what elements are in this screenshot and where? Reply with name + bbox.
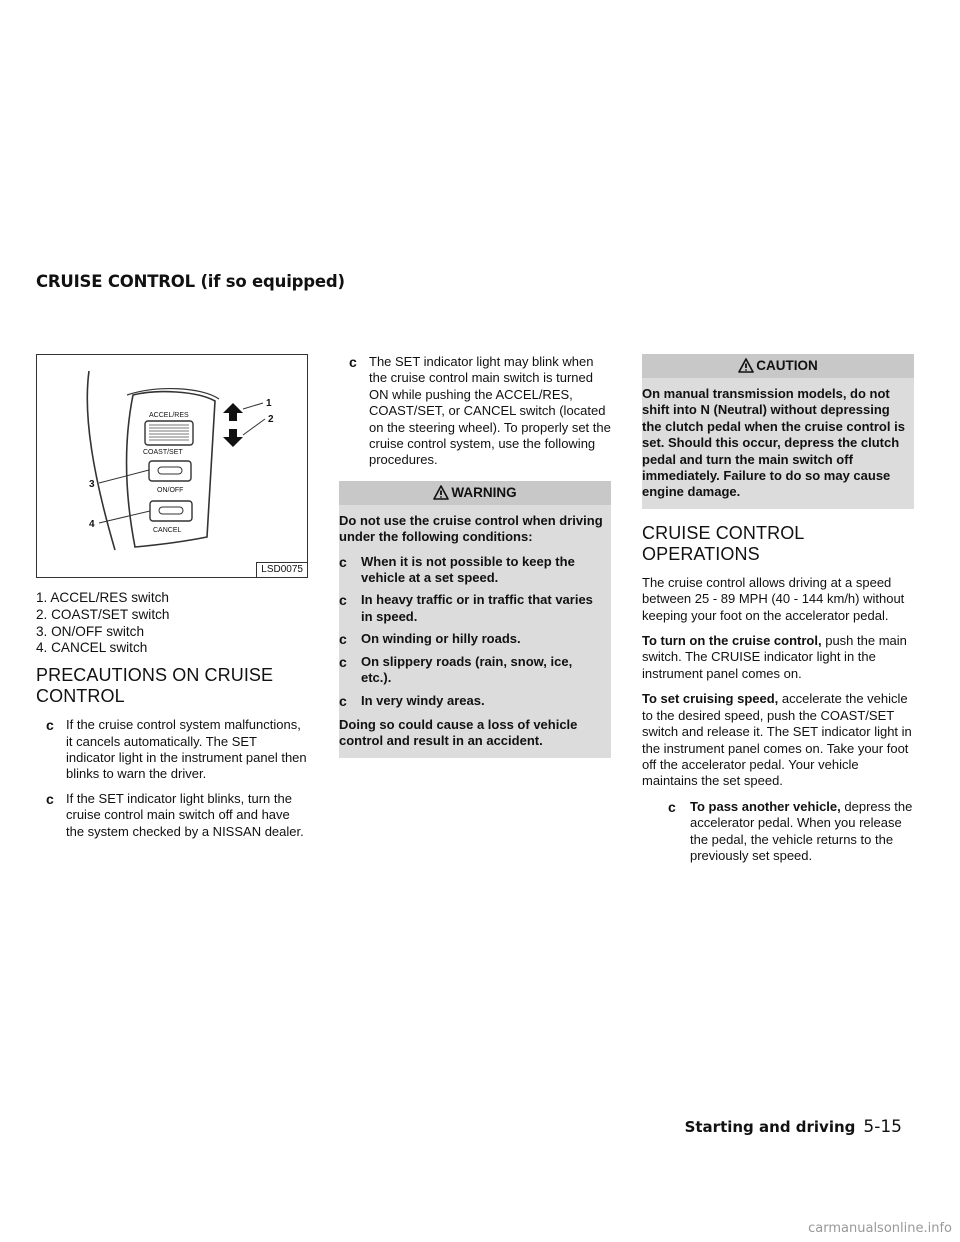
- warning-header: [339, 481, 611, 505]
- steering-switch-illustration: [37, 355, 307, 577]
- precaution-text: If the SET indicator light blinks, turn the cruise control main switch off and have the system checked by a NISSAN dealer.: [66, 790, 304, 839]
- warning-intro: Do not use the cruise control when driving under the following conditions:: [339, 512, 603, 545]
- bullet-mark: c: [339, 631, 347, 648]
- precaution-text: If the cruise control system malfunctions, it cancels automatically. The SET indicator light in the instrument panel then blinks to warn the driver.: [66, 717, 307, 782]
- precautions-heading: PRECAUTIONS ON CRUISE CONTROL: [36, 665, 274, 707]
- bullet-mark: c: [339, 592, 347, 609]
- page-footer: [685, 1117, 902, 1137]
- precaution-text: The SET indicator light may blink when the cruise control main switch is turned ON while pushing the ACCEL/RES, COAST/SET, or CANCEL switch (located on the steering wheel). To properly set the cruise control system, use the following procedures.: [369, 354, 611, 468]
- warning-item: [339, 554, 603, 587]
- page-number: 5-15: [863, 1117, 902, 1137]
- pass-vehicle-item: [656, 799, 914, 865]
- caution-title: CAUTION: [756, 358, 818, 373]
- set-speed-paragraph: [642, 691, 914, 789]
- warning-item-text: In very windy areas.: [361, 692, 485, 708]
- watermark: carmanualsonline.info: [808, 1221, 952, 1236]
- legend-item: 1. ACCEL/RES switch: [36, 590, 169, 605]
- warning-icon: [433, 485, 449, 500]
- bullet-mark: c: [46, 790, 54, 807]
- warning-item: [339, 693, 603, 709]
- label-coast-set: COAST/SET: [143, 449, 183, 456]
- turn-on-paragraph: [642, 633, 914, 682]
- warning-item: [339, 654, 603, 687]
- column-middle: [339, 354, 611, 768]
- warning-item: [339, 631, 603, 647]
- figure-code: LSD0075: [256, 562, 307, 577]
- bullet-mark: c: [46, 717, 54, 734]
- column-left: [36, 354, 308, 848]
- operations-heading: CRUISE CONTROL OPERATIONS: [642, 522, 804, 564]
- set-speed-text: accelerate the vehicle to the desired speed, push the COAST/SET switch and release it. The SET indicator light in the instrument panel comes on. Take your foot off the accelerator pedal. Your vehicle maintains the set speed.: [642, 691, 912, 789]
- turn-on-lead: To turn on the cruise control,: [642, 633, 822, 649]
- label-cancel: CANCEL: [153, 527, 182, 534]
- bullet-mark: c: [339, 553, 347, 570]
- caution-body: [642, 378, 914, 509]
- precaution-item: [36, 717, 308, 783]
- warning-body: [339, 505, 611, 758]
- warning-title: WARNING: [451, 484, 517, 500]
- callout-1: 1: [266, 398, 272, 409]
- pass-vehicle-lead: To pass another vehicle,: [690, 798, 841, 814]
- section-title: CRUISE CONTROL (if so equipped): [36, 272, 345, 291]
- turn-on-text: push the main switch. The CRUISE indicator light in the instrument panel comes on.: [642, 633, 907, 681]
- operations-intro: The cruise control allows driving at a speed between 25 - 89 MPH (40 - 144 km/h) without keeping your foot on the accelerator pedal.: [642, 574, 905, 623]
- bullet-mark: c: [349, 354, 357, 370]
- caution-text: On manual transmission models, do not shift into N (Neutral) without depressing the clutch pedal when the cruise control is set. Should this occur, depress the clutch pedal and turn the main switch off immediately. Failure to do so may cause engine damage.: [642, 386, 905, 500]
- warning-item-text: In heavy traffic or in traffic that varies in speed.: [361, 592, 593, 624]
- pass-vehicle-text: depress the accelerator pedal. When you release the pedal, the vehicle returns to the previously set speed.: [690, 798, 913, 863]
- warning-outro: Doing so could cause a loss of vehicle control and result in an accident.: [339, 716, 578, 749]
- footer-section-label: Starting and driving: [684, 1118, 856, 1136]
- precaution-item: [339, 354, 611, 469]
- switch-diagram: [36, 354, 308, 578]
- label-accel-res: ACCEL/RES: [149, 412, 189, 419]
- callout-4: 4: [89, 519, 95, 530]
- warning-item-text: When it is not possible to keep the vehicle at a set speed.: [361, 553, 575, 586]
- label-on-off: ON/OFF: [157, 487, 184, 494]
- bullet-mark: c: [339, 692, 347, 709]
- legend-item: 3. ON/OFF switch: [36, 623, 145, 639]
- bullet-mark: c: [668, 798, 676, 815]
- column-right: [642, 354, 914, 872]
- caution-header: [642, 354, 914, 378]
- callout-2: 2: [268, 414, 274, 425]
- bullet-mark: c: [339, 653, 347, 670]
- warning-box: [339, 481, 611, 758]
- legend-item: 2. COAST/SET switch: [36, 606, 170, 622]
- warning-item-text: On slippery roads (rain, snow, ice, etc.).: [361, 653, 573, 686]
- caution-box: [642, 354, 914, 509]
- warning-item: [339, 592, 603, 625]
- precaution-item: [36, 791, 308, 840]
- callout-3: 3: [89, 479, 95, 490]
- legend-item: 4. CANCEL switch: [36, 640, 148, 656]
- caution-icon: [738, 358, 754, 373]
- warning-item-text: On winding or hilly roads.: [361, 631, 521, 647]
- figure-legend: [36, 590, 308, 657]
- set-speed-lead: To set cruising speed,: [642, 691, 779, 707]
